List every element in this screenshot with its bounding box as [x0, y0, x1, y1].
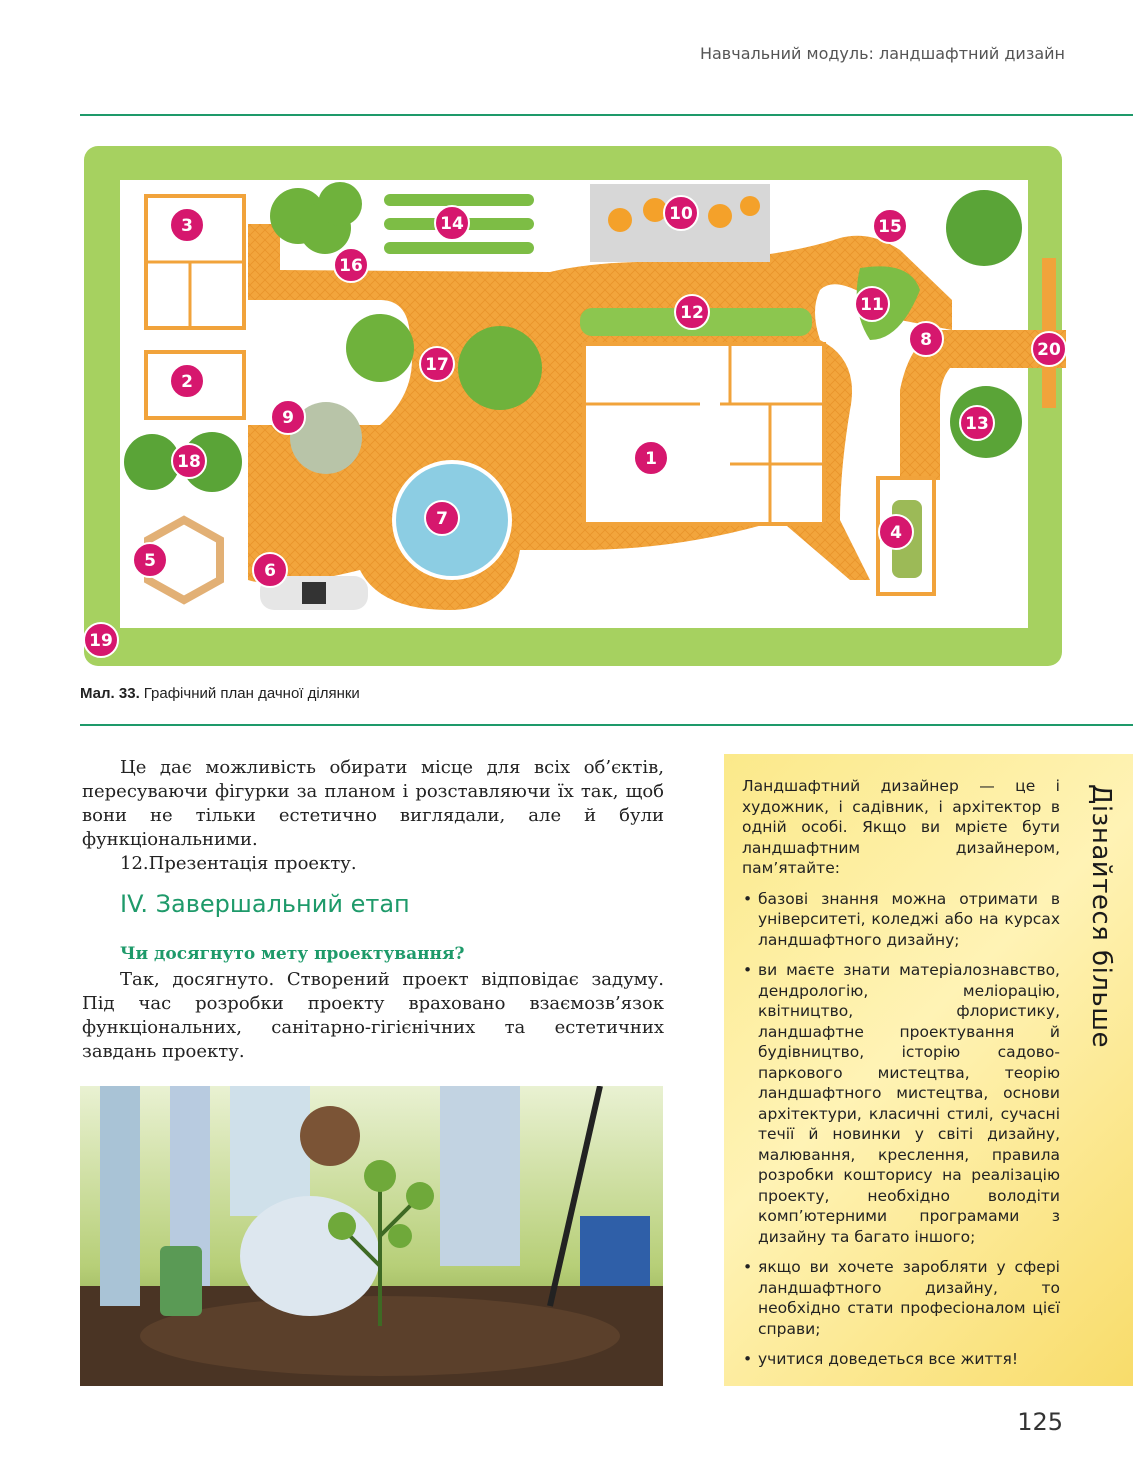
paragraph-1: Це дає можливість обирати місце для всіх об’єктів, пересуваючи фігурки за планом і розставляючи їх так, щоб вони не тільки естетично виглядали, але й були функціональними.	[82, 757, 664, 850]
marker-11	[855, 287, 889, 321]
marker-15	[873, 209, 907, 243]
svg-text:13: 13	[965, 414, 989, 434]
sidebar-title: Дізнайтеся більше	[1086, 784, 1116, 1049]
sidebar-list	[742, 889, 1060, 1370]
svg-text:16: 16	[339, 256, 363, 276]
marker-7	[425, 501, 459, 535]
marker-8	[909, 322, 943, 356]
garden-plan-illustration	[80, 140, 1066, 670]
marker-4	[879, 515, 913, 549]
marker-2	[170, 364, 204, 398]
marker-10	[664, 196, 698, 230]
page-header: Навчальний модуль: ландшафтний дизайн	[699, 44, 1065, 63]
marker-18	[172, 444, 206, 478]
answer-paragraph: Так, досягнуто. Створений проект відповідає задуму. Під час розробки проекту враховано взаємозв’язок функціональних, санітарно-гігієнічних та естетичних завдань проекту.	[82, 969, 664, 1062]
top-divider	[80, 114, 1133, 116]
svg-text:20: 20	[1037, 340, 1061, 360]
marker-9	[271, 400, 305, 434]
svg-text:19: 19	[89, 631, 113, 651]
svg-text:17: 17	[425, 355, 449, 375]
svg-text:15: 15	[878, 217, 902, 237]
svg-text:4: 4	[890, 523, 902, 543]
marker-5	[133, 543, 167, 577]
marker-6	[253, 553, 287, 587]
sidebar-bullet: • якщо ви хочете заробляти у сфері ландшафтного дизайну, то необхідно стати професіоналом цієї справи;	[742, 1257, 1060, 1339]
marker-3	[170, 208, 204, 242]
svg-text:7: 7	[436, 509, 448, 529]
page-number: 125	[1017, 1408, 1063, 1436]
marker-20	[1032, 332, 1066, 366]
figure-caption	[80, 685, 360, 702]
answer-text	[82, 968, 664, 1064]
svg-text:18: 18	[177, 452, 201, 472]
caption-text: Графічний план дачної ділянки	[143, 685, 360, 702]
svg-text:5: 5	[144, 551, 156, 571]
paragraph-2: 12.Презентація проекту.	[120, 853, 357, 874]
svg-text:12: 12	[680, 303, 704, 323]
marker-13	[960, 406, 994, 440]
marker-14	[435, 206, 469, 240]
sidebar-bullet: • учитися доведеться все життя!	[742, 1349, 1060, 1370]
caption-label: Мал. 33.	[80, 685, 140, 702]
svg-text:14: 14	[440, 214, 464, 234]
svg-text:3: 3	[181, 216, 193, 236]
sidebar-intro: Ландшафтний дизайнер — це і художник, і садівник, і архітектор в одній особі. Якщо ви мрієте бути ландшафтним дизайнером, пам’ятайте:	[742, 777, 1060, 877]
question-heading: Чи досягнуто мету проектування?	[120, 944, 465, 964]
svg-text:10: 10	[669, 204, 693, 224]
sidebar-bullet: • базові знання можна отримати в університеті, коледжі або на курсах ландшафтного дизайну;	[742, 889, 1060, 951]
section-title: IV. Завершальний етап	[120, 890, 410, 918]
marker-1	[634, 441, 668, 475]
marker-12	[675, 295, 709, 329]
svg-text:9: 9	[282, 408, 294, 428]
sidebar-bullet: • ви маєте знати матеріалознавство, дендрологію, меліорацію, квітництво, флористику, ландшафтне проектування й будівництво, історію садово-паркового мистецтва, теорію ландшафтного мистецтва, основи архітектури, класичні стилі, сучасні течії й новинки у світі дизайну, малювання, креслення, правила розробки кошторису на реалізацію проекту, необхідно володіти комп’ютерними програмами з дизайну та багато іншого;	[742, 960, 1060, 1247]
svg-text:1: 1	[645, 449, 657, 469]
marker-16	[334, 248, 368, 282]
svg-text:11: 11	[860, 295, 884, 315]
learn-more-sidebar	[724, 754, 1133, 1386]
sidebar-content	[742, 776, 1060, 1380]
svg-text:2: 2	[181, 372, 193, 392]
svg-text:6: 6	[264, 561, 276, 581]
marker-17	[420, 347, 454, 381]
marker-19	[84, 623, 118, 657]
caption-divider	[80, 724, 1133, 726]
tree-planting-photo	[80, 1086, 663, 1386]
svg-text:8: 8	[920, 330, 932, 350]
body-paragraphs	[82, 756, 664, 876]
